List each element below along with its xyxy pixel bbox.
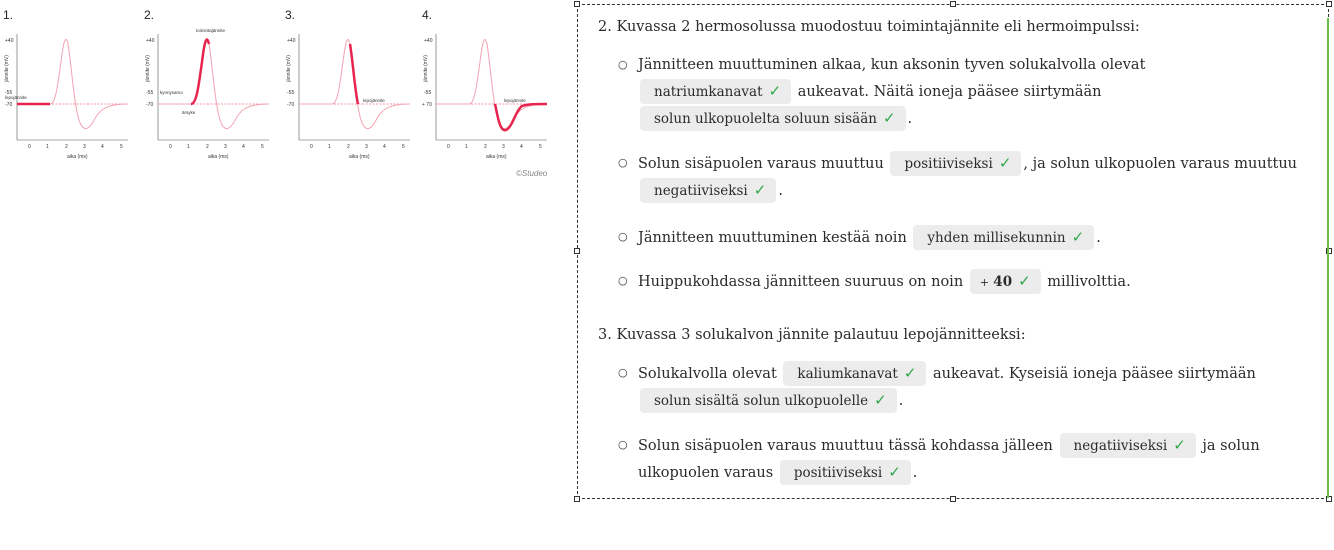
bullet-icon: ○ <box>618 366 628 379</box>
resize-handle-bottom-center[interactable] <box>950 496 956 502</box>
list-item <box>618 432 1328 488</box>
x-axis-label: aika (ms) <box>67 154 88 160</box>
answer-chip[interactable] <box>970 269 1041 294</box>
check-icon: ✓ <box>1018 272 1031 290</box>
action-potential-graph <box>422 22 552 172</box>
y-tick: -55 <box>424 90 432 96</box>
x-tick: 5 <box>402 144 405 150</box>
y-tick: -70 <box>287 102 295 108</box>
x-tick: 2 <box>206 144 209 150</box>
bullet-icon: ○ <box>618 438 628 451</box>
y-tick: -55 <box>287 90 295 96</box>
section3-list <box>618 360 1328 488</box>
bullet-icon: ○ <box>618 274 628 287</box>
resize-handle-middle-left[interactable] <box>574 248 580 254</box>
item-text: Jännitteen muuttuminen alkaa, kun aksonin tyven solukalvolla olevat <box>638 57 1146 73</box>
list-item <box>618 360 1328 416</box>
item-text: Jännitteen muuttuminen kestää noin <box>638 230 907 246</box>
y-axis-label: jännite (mV) <box>423 55 429 82</box>
y-axis-label: jännite (mV) <box>286 55 292 82</box>
chip-label: yhden millisekunnin <box>927 230 1066 246</box>
action-potential-graph <box>3 22 133 172</box>
action-potential-graph <box>285 22 415 172</box>
check-icon: ✓ <box>882 109 896 127</box>
resize-handle-top-left[interactable] <box>574 1 580 7</box>
y-tick: -55 <box>5 90 13 96</box>
section2-list <box>618 52 1328 298</box>
resize-handle-bottom-left[interactable] <box>574 496 580 502</box>
threshold-label: kynnysarvo <box>160 90 183 95</box>
item-text: aukeavat. Kyseisiä ioneja pääsee siirtymään <box>933 366 1256 382</box>
item-text: millivolttia. <box>1047 274 1131 290</box>
bullet-icon: ○ <box>618 230 628 243</box>
x-tick: 0 <box>447 144 450 150</box>
x-tick: 0 <box>169 144 172 150</box>
chip-prefix: + <box>979 276 989 289</box>
panel-number: 3. <box>285 8 296 22</box>
answer-chip[interactable] <box>783 361 926 386</box>
resize-handle-top-right[interactable] <box>1326 1 1332 7</box>
y-tick: +40 <box>287 38 296 44</box>
chip-label: positiiviseksi <box>793 465 883 481</box>
item-text: . <box>1096 230 1101 246</box>
check-icon: ✓ <box>1173 436 1186 454</box>
chip-label: negatiiviseksi <box>654 183 748 199</box>
action-potential-graph <box>144 22 274 172</box>
check-icon: ✓ <box>888 463 901 481</box>
y-tick: +40 <box>146 38 155 44</box>
item-text: . <box>778 183 783 199</box>
x-tick: 4 <box>101 144 104 150</box>
chip-label: positiiviseksi <box>904 156 993 172</box>
item-text: . <box>898 393 904 409</box>
item-text: Huippukohdassa jännitteen suuruus on noin <box>638 274 964 290</box>
x-tick: 5 <box>539 144 542 150</box>
x-tick: 2 <box>347 144 350 150</box>
x-tick: 3 <box>83 144 86 150</box>
list-item <box>618 150 1328 208</box>
x-axis-label: aika (ms) <box>486 154 507 160</box>
item-text: , ja solun ulkopuolen varaus muuttuu <box>1023 156 1298 172</box>
y-axis-label: jännite (mV) <box>4 55 10 82</box>
x-tick: 0 <box>310 144 313 150</box>
answer-chip[interactable] <box>780 460 911 485</box>
bullet-icon: ○ <box>618 58 628 71</box>
x-tick: 3 <box>365 144 368 150</box>
section2-heading: 2. Kuvassa 2 hermosolussa muodostuu toimintajännite eli hermoimpulssi: <box>598 19 1140 35</box>
answer-chip[interactable] <box>890 151 1021 176</box>
item-text: Solukalvolla olevat <box>638 366 777 382</box>
y-tick: + 70 <box>422 102 432 108</box>
panel-number: 4. <box>422 8 433 22</box>
check-icon: ✓ <box>768 82 782 100</box>
answer-chip[interactable] <box>913 225 1094 250</box>
x-tick: 1 <box>46 144 49 150</box>
x-tick: 0 <box>28 144 31 150</box>
chip-label: natriumkanavat <box>654 84 763 100</box>
item-text: ja solun ulkopuolen varaus <box>638 438 1260 481</box>
y-tick: -70 <box>5 102 13 108</box>
resting-label: lepojännite <box>363 98 385 103</box>
answer-chip[interactable] <box>1060 433 1196 458</box>
x-tick: 2 <box>65 144 68 150</box>
x-tick: 4 <box>520 144 523 150</box>
chip-label: 40 <box>993 274 1013 290</box>
y-tick: +40 <box>424 38 433 44</box>
resting-label: lepojännite <box>504 98 526 103</box>
check-icon: ✓ <box>753 181 767 199</box>
list-item <box>618 268 1328 298</box>
item-text: Solun sisäpuolen varaus muuttuu tässä kohdassa jälleen <box>638 438 1053 454</box>
item-text: . <box>912 465 918 481</box>
x-tick: 3 <box>502 144 505 150</box>
stimulus-label: ärsyke <box>182 110 196 115</box>
list-item <box>618 224 1328 254</box>
x-axis-label: aika (ms) <box>208 154 229 160</box>
resting-label: lepojännite <box>5 95 27 100</box>
x-tick: 5 <box>261 144 264 150</box>
section3-heading: 3. Kuvassa 3 solukalvon jännite palautuu lepojännitteeksi: <box>598 327 1026 343</box>
action-potential-label: toimintajännite <box>196 28 226 33</box>
y-axis-label: jännite (mV) <box>145 55 151 82</box>
check-icon: ✓ <box>874 391 887 409</box>
list-item <box>618 52 1328 134</box>
answer-chip[interactable] <box>640 79 791 104</box>
copyright-label: ©Studeo <box>516 169 548 178</box>
x-tick: 4 <box>383 144 386 150</box>
check-icon: ✓ <box>903 364 917 382</box>
answer-chip[interactable] <box>640 178 776 203</box>
check-icon: ✓ <box>1071 228 1085 246</box>
item-text: . <box>907 111 913 127</box>
check-icon: ✓ <box>998 154 1012 172</box>
x-tick: 5 <box>120 144 123 150</box>
x-tick: 4 <box>242 144 245 150</box>
item-text: Solun sisäpuolen varaus muuttuu <box>638 156 884 172</box>
bullet-icon: ○ <box>618 156 628 169</box>
x-tick: 1 <box>328 144 331 150</box>
chip-label: negatiiviseksi <box>1073 438 1168 454</box>
x-tick: 3 <box>224 144 227 150</box>
y-tick: +40 <box>5 38 14 44</box>
x-tick: 1 <box>187 144 190 150</box>
panel-number: 1. <box>3 8 14 22</box>
y-tick: -55 <box>146 90 154 96</box>
chip-label: kaliumkanavat <box>797 366 898 382</box>
panel-number: 2. <box>144 8 155 22</box>
y-tick: -70 <box>146 102 154 108</box>
x-axis-label: aika (ms) <box>349 154 370 160</box>
resize-handle-top-center[interactable] <box>950 1 956 7</box>
x-tick: 1 <box>465 144 468 150</box>
answer-chip[interactable] <box>640 106 906 131</box>
chip-label: solun sisältä solun ulkopuolelle <box>654 393 869 409</box>
chip-label: solun ulkopuolelta soluun sisään <box>654 111 877 127</box>
item-text: aukeavat. Näitä ioneja pääsee siirtymään <box>797 84 1102 100</box>
answer-chip[interactable] <box>640 388 897 413</box>
x-tick: 2 <box>484 144 487 150</box>
